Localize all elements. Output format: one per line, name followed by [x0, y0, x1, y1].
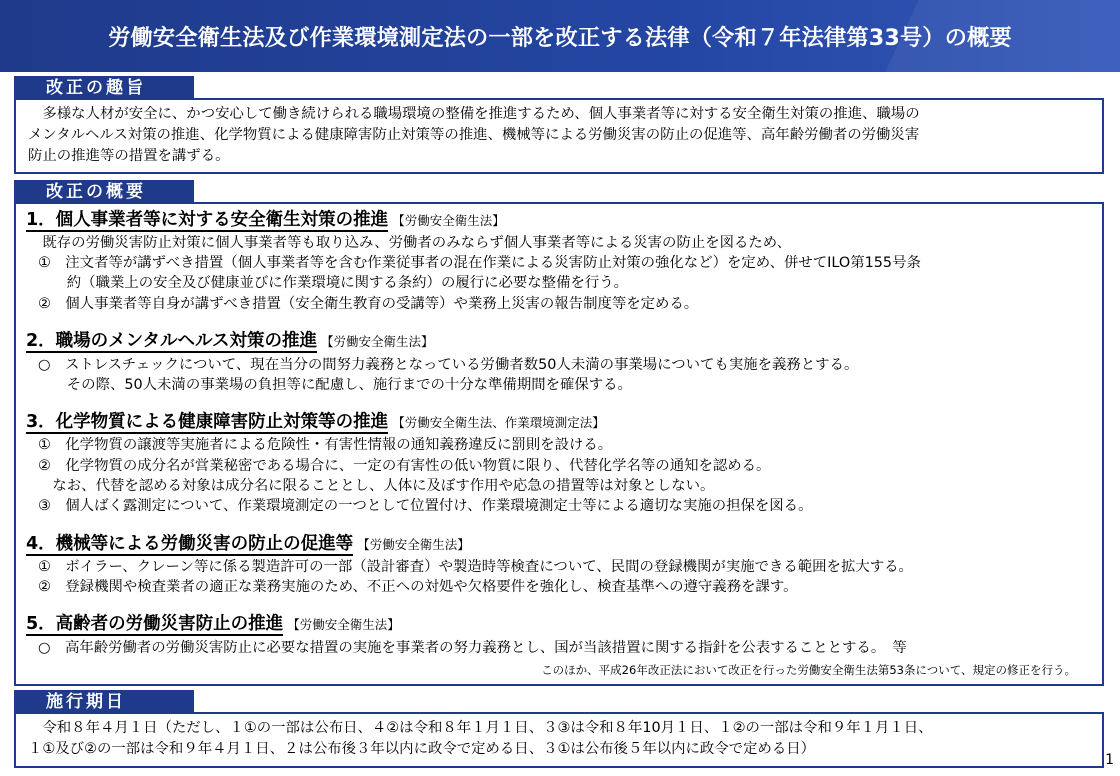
law-tag: 【労働安全衛生法】: [357, 537, 470, 552]
item-line: ② 化学物質の成分名が営業秘密である場合に、一定の有害性の低い物質に限り、代替化学名等の通知を認める。: [38, 458, 771, 474]
item-line: 約（職業上の安全及び健康並びに作業環境に関する条約）の履行に必要な整備を行う。: [38, 275, 629, 291]
overview-item-title-2: [26, 330, 433, 353]
item-line: なお、代替を認める対象は成分名に限ることとし、人体に及ぼす作用や応急の措置等は対象としない。: [38, 478, 715, 494]
law-tag: 【労働安全衛生法、作業環境測定法】: [392, 415, 605, 430]
enforcement-line: 令和８年４月１日（ただし、１①の一部は公布日、４②は令和８年１月１日、３③は令和８年10月１日、１②の一部は令和９年１月１日、: [28, 720, 933, 736]
purpose-label: 改正の趣旨: [14, 76, 194, 100]
law-tag: 【労働安全衛生法】: [320, 334, 434, 349]
overview-item-title-4: [26, 533, 470, 556]
item-line: ③ 個人ばく露測定について、作業環境測定の一つとして位置付け、作業環境測定士等による適切な実施の担保を図る。: [38, 498, 813, 514]
law-tag: 【労働安全衛生法】: [392, 213, 505, 228]
overview-item-title-5: [26, 613, 400, 636]
page-title: 労働安全衛生法及び作業環境測定法の一部を改正する法律（令和７年法律第33号）の概要: [108, 25, 1012, 51]
purpose-line: 防止の推進等の措置を講ずる。: [28, 148, 230, 164]
title-banner: [0, 0, 1120, 72]
item-line: ○ 高年齢労働者の労働災害防止に必要な措置の実施を事業者の努力義務とし、国が当該措置に関する指針を公表することとする。 等: [38, 640, 907, 656]
item-line: ① ボイラー、クレーン等に係る製造許可の一部（設計審査）や製造時等検査について、民間の登録機関が実施できる範囲を拡大する。: [38, 559, 913, 575]
item-heading: 5．高齢者の労働災害防止の推進: [26, 614, 284, 634]
item-heading: 3．化学物質による健康障害防止対策等の推進: [26, 412, 389, 432]
overview-note: このほか、平成26年改正法において改正を行った労働安全衛生法第53条について、規定の修正を行う。: [541, 663, 1076, 677]
item-heading: 2．職場のメンタルヘルス対策の推進: [26, 331, 317, 351]
item-heading: 1．個人事業者等に対する安全衛生対策の推進: [26, 210, 389, 230]
item-line: その際、50人未満の事業場の負担等に配慮し、施行までの十分な準備期間を確保する。: [38, 377, 632, 393]
item-line: ○ ストレスチェックについて、現在当分の間努力義務となっている労働者数50人未満の事業場についても実施を義務とする。: [38, 357, 859, 373]
item-line: ① 化学物質の譲渡等実施者による危険性・有害性情報の通知義務違反に罰則を設ける。: [38, 437, 613, 453]
item-heading: 4．機械等による労働災害の防止の促進等: [26, 534, 354, 554]
enforcement-line: １①及び②の一部は令和９年４月１日、２は公布後３年以内に政令で定める日、３①は公布後５年以内に政令で定める日）: [28, 741, 816, 757]
overview-label: 改正の概要: [14, 180, 194, 204]
enforcement-label: 施行期日: [14, 690, 194, 714]
item-line: ① 注文者等が講ずべき措置（個人事業者等を含む作業従事者の混在作業による災害防止対策の強化など）を定め、併せてILO第155号条: [38, 255, 921, 271]
overview-item-title-3: [26, 411, 605, 434]
item-line: 既存の労働災害防止対策に個人事業者等も取り込み、労働者のみならず個人事業者等による災害の防止を図るため、: [28, 235, 791, 251]
purpose-line: 多様な人材が安全に、かつ安心して働き続けられる職場環境の整備を推進するため、個人事業者等に対する安全衛生対策の推進、職場の: [28, 106, 920, 122]
page-number: 1: [1105, 752, 1114, 768]
overview-item-title-1: [26, 209, 505, 232]
law-tag: 【労働安全衛生法】: [287, 617, 400, 632]
item-line: ② 登録機関や検査業者の適正な業務実施のため、不正への対処や欠格要件を強化し、検査基準への遵守義務を課す。: [38, 579, 798, 595]
item-line: ② 個人事業者等自身が講ずべき措置（安全衛生教育の受講等）や業務上災害の報告制度等を定める。: [38, 296, 699, 312]
purpose-line: メンタルヘルス対策の推進、化学物質による健康障害防止対策等の推進、機械等による労働災害の防止の促進等、高年齢労働者の労働災害: [28, 127, 920, 143]
